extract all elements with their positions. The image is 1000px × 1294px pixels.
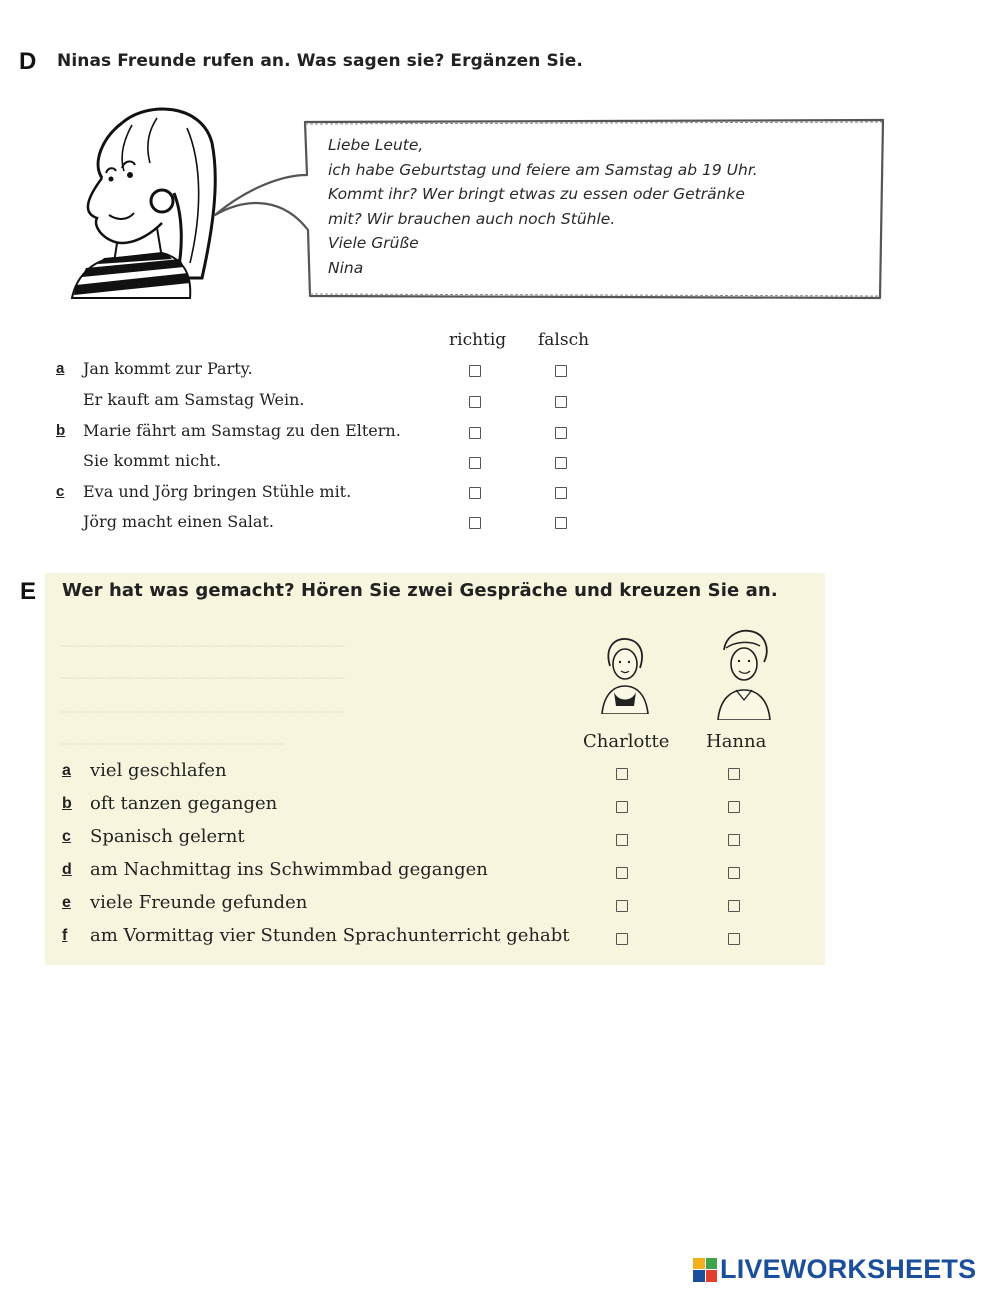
liveworksheets-logo-icon: [693, 1258, 717, 1282]
nina-letter: [328, 133, 868, 281]
row-letter: c: [62, 828, 71, 845]
bleed-through-line: ———————————————: [60, 734, 285, 752]
checkbox-charlotte[interactable]: [616, 867, 628, 879]
checkbox-richtig[interactable]: [469, 427, 481, 439]
statement-text: Spanisch gelernt: [90, 826, 245, 847]
logo-text: LIVEWORKSHEETS: [720, 1254, 977, 1284]
checkbox-richtig[interactable]: [469, 396, 481, 408]
letter-line: Viele Grüße: [328, 234, 419, 253]
row-letter: e: [62, 894, 71, 911]
charlotte-illustration: [596, 636, 654, 714]
checkbox-charlotte[interactable]: [616, 933, 628, 945]
checkbox-charlotte[interactable]: [616, 900, 628, 912]
bleed-through-line: ———————————————————: [60, 636, 345, 654]
checkbox-richtig[interactable]: [469, 457, 481, 469]
statement-text: Jan kommt zur Party.: [83, 359, 253, 378]
statement-text: Er kauft am Samstag Wein.: [83, 390, 305, 409]
checkbox-charlotte[interactable]: [616, 801, 628, 813]
column-header-charlotte: Charlotte: [583, 731, 670, 752]
row-letter: a: [62, 762, 71, 779]
statement-text: Marie fährt am Samstag zu den Eltern.: [83, 421, 401, 440]
statement-text: Eva und Jörg bringen Stühle mit.: [83, 482, 352, 501]
row-letter: f: [62, 927, 68, 944]
bleed-through-line: ———————————————————: [60, 668, 345, 686]
row-letter: c: [56, 483, 65, 500]
checkbox-falsch[interactable]: [555, 457, 567, 469]
checkbox-richtig[interactable]: [469, 365, 481, 377]
column-header-richtig: richtig: [449, 330, 507, 350]
checkbox-richtig[interactable]: [469, 487, 481, 499]
letter-line: Kommt ihr? Wer bringt etwas zu essen oder Getränke: [328, 185, 745, 204]
letter-line: mit? Wir brauchen auch noch Stühle.: [328, 209, 616, 228]
checkbox-falsch[interactable]: [555, 487, 567, 499]
checkbox-charlotte[interactable]: [616, 768, 628, 780]
checkbox-hanna[interactable]: [728, 933, 740, 945]
bleed-through-line: ———————————————————: [60, 702, 345, 720]
checkbox-falsch[interactable]: [555, 396, 567, 408]
letter-line: Liebe Leute,: [328, 136, 424, 154]
section-d-heading: Ninas Freunde rufen an. Was sagen sie? Ergänzen Sie.: [57, 51, 583, 71]
statement-text: viel geschlafen: [90, 760, 227, 781]
row-letter: b: [62, 795, 72, 812]
checkbox-hanna[interactable]: [728, 867, 740, 879]
statement-text: Sie kommt nicht.: [83, 451, 222, 470]
checkbox-richtig[interactable]: [469, 517, 481, 529]
checkbox-charlotte[interactable]: [616, 834, 628, 846]
statement-text: am Vormittag vier Stunden Sprachunterricht gehabt: [90, 925, 570, 946]
letter-line: ich habe Geburtstag und feiere am Samstag ab 19 Uhr.: [328, 160, 758, 179]
row-letter: a: [56, 360, 65, 377]
column-header-hanna: Hanna: [706, 731, 767, 752]
row-letter: d: [62, 861, 72, 878]
statement-text: am Nachmittag ins Schwimmbad gegangen: [90, 859, 488, 880]
statement-text: Jörg macht einen Salat.: [83, 512, 274, 531]
checkbox-falsch[interactable]: [555, 365, 567, 377]
checkbox-hanna[interactable]: [728, 834, 740, 846]
statement-text: oft tanzen gegangen: [90, 793, 278, 814]
checkbox-hanna[interactable]: [728, 900, 740, 912]
hanna-illustration: [712, 628, 774, 720]
statement-text: viele Freunde gefunden: [90, 892, 308, 913]
section-e-letter: E: [20, 578, 37, 605]
liveworksheets-logo: [693, 1254, 976, 1285]
checkbox-falsch[interactable]: [555, 517, 567, 529]
row-letter: b: [56, 422, 66, 439]
checkbox-falsch[interactable]: [555, 427, 567, 439]
column-header-falsch: falsch: [538, 330, 590, 350]
letter-line: Nina: [328, 258, 364, 277]
checkbox-hanna[interactable]: [728, 768, 740, 780]
section-e-heading: Wer hat was gemacht? Hören Sie zwei Gespräche und kreuzen Sie an.: [62, 580, 778, 601]
checkbox-hanna[interactable]: [728, 801, 740, 813]
section-d-letter: D: [19, 48, 37, 75]
